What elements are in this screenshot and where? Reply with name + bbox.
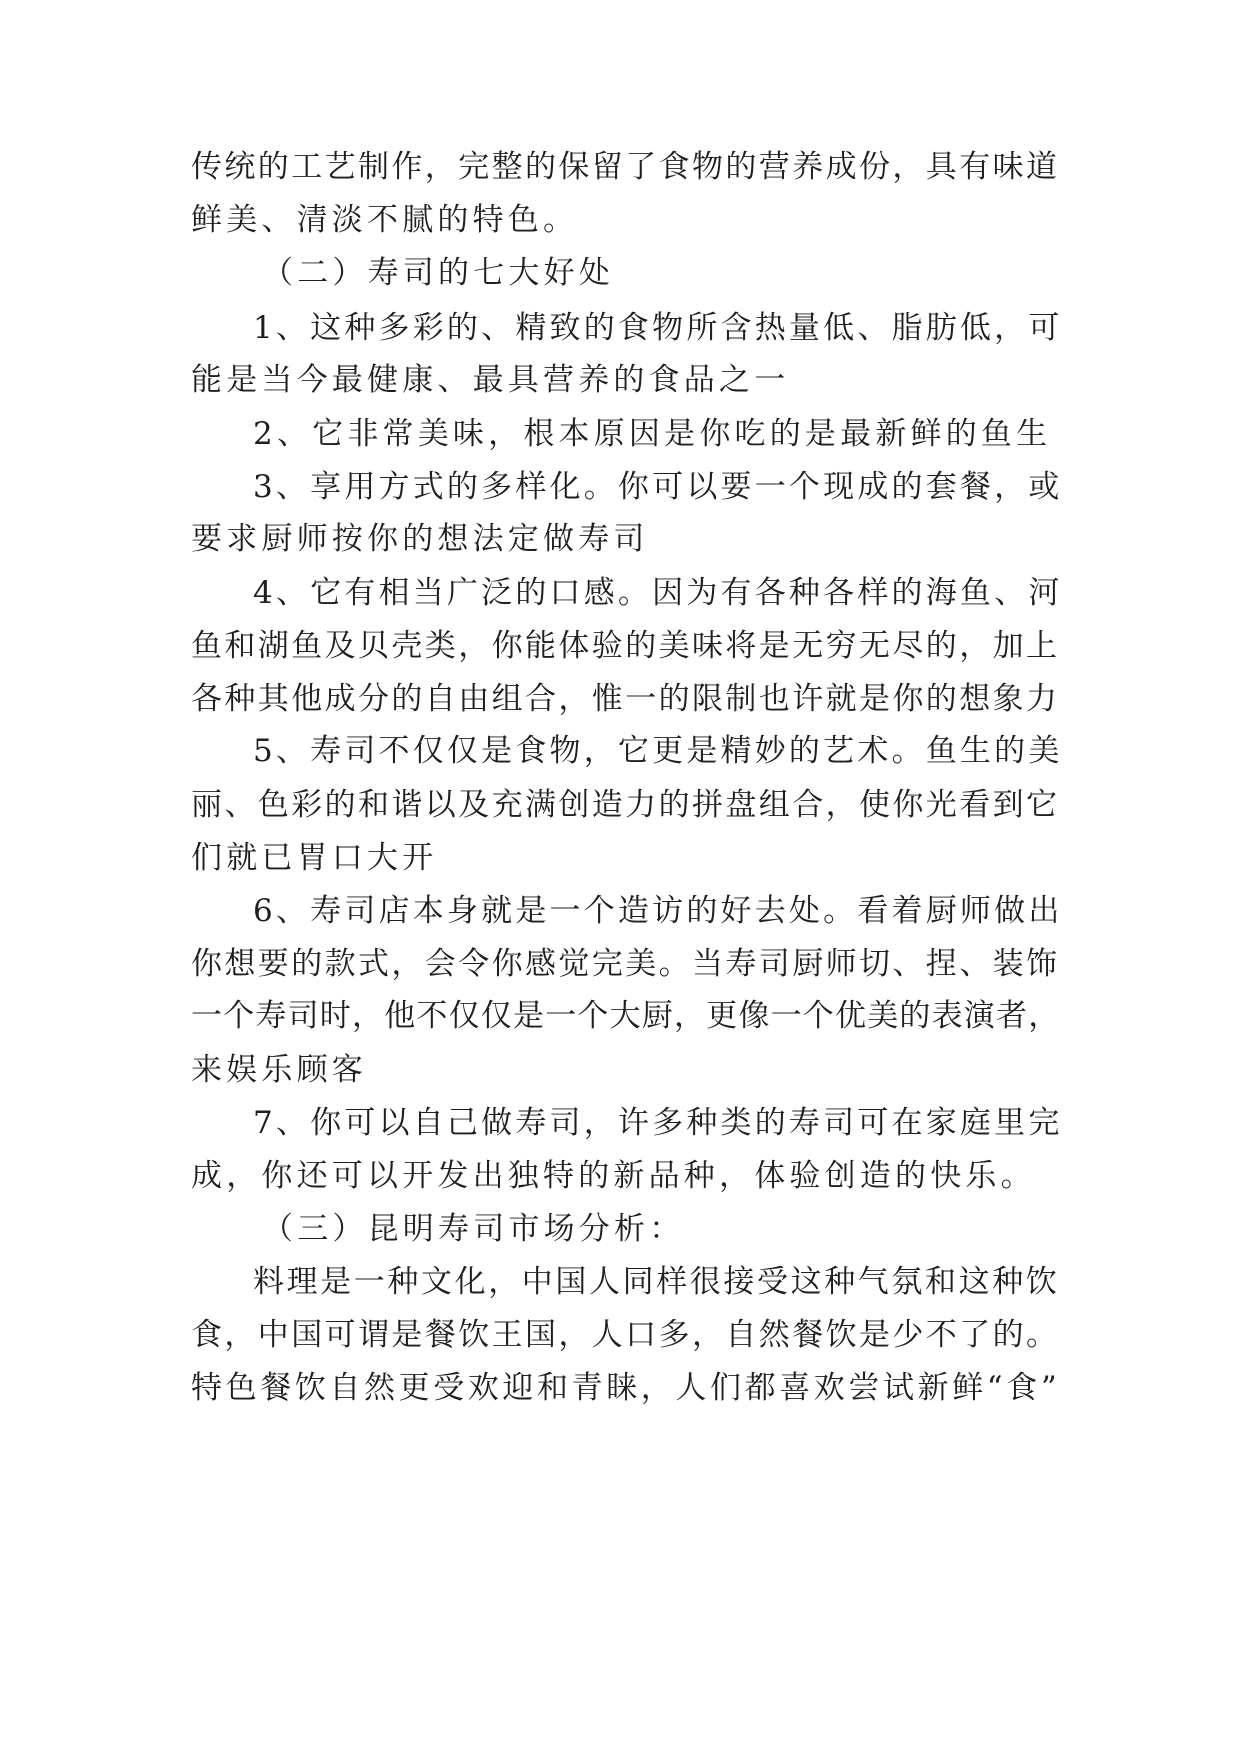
list-item-line: 各种其他成分的自由组合，惟一的限制也许就是你的想象力 bbox=[191, 681, 1060, 717]
list-item-line: 成，你还可以开发出独特的新品种，体验创造的快乐。 bbox=[191, 1158, 1036, 1194]
section-heading: （二）寿司的七大好处 bbox=[262, 255, 614, 291]
paragraph-line: 特色餐饮自然更受欢迎和青睐，人们都喜欢尝试新鲜“食” bbox=[191, 1370, 1061, 1406]
list-item-line: 你想要的款式，会令你感觉完美。当寿司厨师切、捏、装饰 bbox=[191, 946, 1060, 982]
paragraph-line: 食，中国可谓是餐饮王国，人口多，自然餐饮是少不了的。 bbox=[191, 1317, 1060, 1353]
list-item-line: 3、享用方式的多样化。你可以要一个现成的套餐，或 bbox=[253, 469, 1063, 505]
paragraph-line: 鲜美、清淡不腻的特色。 bbox=[191, 202, 579, 238]
list-item-line: 们就已胃口大开 bbox=[191, 840, 438, 876]
paragraph-line: 传统的工艺制作，完整的保留了食物的营养成份，具有味道 bbox=[191, 149, 1060, 185]
list-item-line: 4、它有相当广泛的口感。因为有各种各样的海鱼、河 bbox=[253, 575, 1063, 611]
list-item-line: 2、它非常美味，根本原因是你吃的是最新鲜的鱼生 bbox=[253, 416, 1052, 452]
list-item-line: 一个寿司时，他不仅仅是一个大厨，更像一个优美的表演者， bbox=[191, 998, 1061, 1034]
list-item-line: 来娱乐顾客 bbox=[191, 1052, 367, 1088]
list-item-line: 能是当今最健康、最具营养的食品之一 bbox=[191, 362, 790, 398]
list-item-line: 要求厨师按你的想法定做寿司 bbox=[191, 521, 649, 557]
list-item-line: 7、你可以自己做寿司，许多种类的寿司可在家庭里完 bbox=[253, 1105, 1063, 1141]
paragraph-line: 料理是一种文化，中国人同样很接受这种气氛和这种饮 bbox=[253, 1264, 1060, 1300]
list-item-line: 丽、色彩的和谐以及充满创造力的拼盘组合，使你光看到它 bbox=[191, 787, 1060, 823]
list-item-line: 鱼和湖鱼及贝壳类，你能体验的美味将是无穷无尽的，加上 bbox=[191, 628, 1060, 664]
list-item-line: 5、寿司不仅仅是食物，它更是精妙的艺术。鱼生的美 bbox=[253, 733, 1063, 769]
section-heading: （三）昆明寿司市场分析： bbox=[262, 1211, 685, 1247]
list-item-line: 1、这种多彩的、精致的食物所含热量低、脂肪低，可 bbox=[253, 310, 1063, 346]
list-item-line: 6、寿司店本身就是一个造访的好去处。看着厨师做出 bbox=[253, 893, 1063, 929]
